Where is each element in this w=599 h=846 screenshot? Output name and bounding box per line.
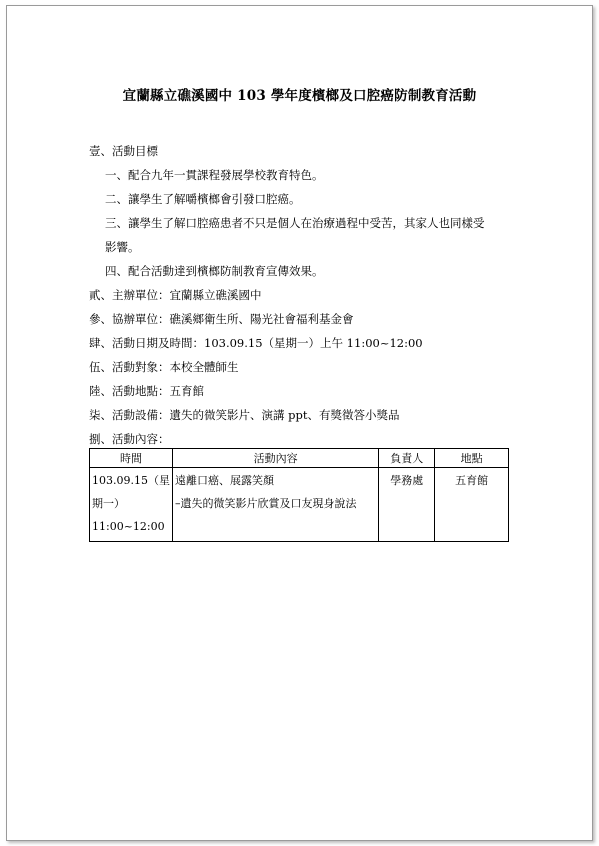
table-header-row <box>90 449 509 468</box>
section-content-heading: 捌、活動內容： <box>89 432 170 446</box>
table-row <box>90 468 509 542</box>
goal-item-4: 四、配合活動達到檳榔防制教育宣傳效果。 <box>105 264 324 278</box>
section-venue: 陸、活動地點：五育館 <box>89 384 204 398</box>
header-time: 時間 <box>90 449 173 468</box>
header-owner: 負責人 <box>379 449 435 468</box>
cell-time <box>90 468 173 542</box>
activity-table <box>89 448 509 542</box>
section-audience: 伍、活動對象：本校全體師生 <box>89 360 239 374</box>
section-co-organizer: 參、協辦單位：礁溪鄉衛生所、陽光社會福利基金會 <box>89 312 354 326</box>
document-title: 宜蘭縣立礁溪國中 103 學年度檳榔及口腔癌防制教育活動 <box>122 88 477 104</box>
cell-place <box>435 468 509 542</box>
time-line-1: 103.09.15（星 <box>92 474 170 487</box>
cell-content <box>172 468 378 542</box>
cell-owner <box>379 468 435 542</box>
content-line-2: –遺失的微笑影片欣賞及口友現身說法 <box>174 497 357 510</box>
section-organizer: 貳、主辦單位：宜蘭縣立礁溪國中 <box>89 288 262 302</box>
goal-item-1: 一、配合九年一貫課程發展學校教育特色。 <box>105 168 324 182</box>
time-line-3: 11:00~12:00 <box>92 520 165 533</box>
time-line-2: 期一） <box>92 497 125 510</box>
section-equipment: 柒、活動設備：遺失的微笑影片、演講 ppt、有獎徵答小獎品 <box>89 408 400 422</box>
place-text: 五育館 <box>455 474 489 487</box>
owner-text: 學務處 <box>390 474 424 487</box>
goal-item-3: 三、讓學生了解口腔癌患者不只是個人在治療過程中受苦，其家人也同樣受 <box>105 216 485 230</box>
header-content: 活動內容 <box>172 449 378 468</box>
goal-item-3-continued: 影響。 <box>105 240 140 254</box>
header-place: 地點 <box>435 449 509 468</box>
content-line-1: 遠離口癌、展露笑顏 <box>174 474 274 487</box>
section-date-time: 肆、活動日期及時間：103.09.15（星期一）上午 11:00~12:00 <box>89 336 423 350</box>
section-goals-heading: 壹、活動目標 <box>89 144 158 158</box>
document-page <box>6 5 593 841</box>
goal-item-2: 二、讓學生了解嚼檳榔會引發口腔癌。 <box>105 192 301 206</box>
